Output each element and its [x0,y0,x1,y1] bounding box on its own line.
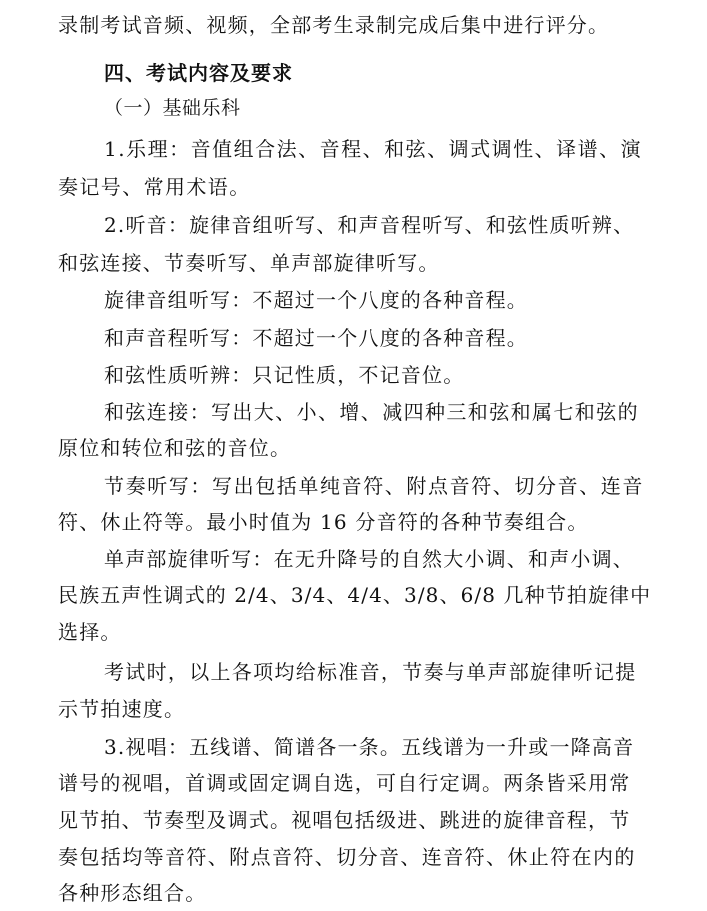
paragraph-line: 和声音程听写：不超过一个八度的各种音程。 [104,326,528,350]
paragraph-line: 示节拍速度。 [58,697,186,721]
paragraph-line: 奏包括均等音符、附点音符、切分音、连音符、休止符在内的 [58,845,636,869]
paragraph-line: 节奏听写：写出包括单纯音符、附点音符、切分音、连音 [104,474,644,498]
paragraph-line: 符、休止符等。最小时值为 16 分音符的各种节奏组合。 [58,510,589,534]
paragraph-line: 和弦性质听辨：只记性质，不记音位。 [104,363,465,387]
paragraph-line: 各种形态组合。 [58,881,207,905]
section-heading: 四、考试内容及要求 [104,61,293,85]
paragraph-line: 和弦连接、节奏听写、单声部旋律听写。 [58,251,440,275]
paragraph-line: 旋律音组听写：不超过一个八度的各种音程。 [104,288,528,312]
paragraph-line: 1.乐理：音值组合法、音程、和弦、调式调性、译谱、演 [104,137,643,161]
paragraph-line: 和弦连接：写出大、小、增、减四种三和弦和属七和弦的 [104,400,639,424]
paragraph-line: 原位和转位和弦的音位。 [58,436,292,460]
paragraph-line: 单声部旋律听写：在无升降号的自然大小调、和声小调、 [104,547,634,571]
paragraph-line: 选择。 [58,620,122,644]
paragraph-line: 2.听音：旋律音组听写、和声音程听写、和弦性质听辨、 [104,213,635,237]
paragraph-line: 见节拍、节奏型及调式。视唱包括级进、跳进的旋律音程，节 [58,808,631,832]
paragraph-line: 3.视唱：五线谱、简谱各一条。五线谱为一升或一降高音 [104,735,635,759]
paragraph-line: 考试时，以上各项均给标准音，节奏与单声部旋律听记提 [104,660,637,684]
paragraph-line: 谱号的视唱，首调或固定调自选，可自行定调。两条皆采用常 [58,771,631,795]
paragraph-line: 录制考试音频、视频，全部考生录制完成后集中进行评分。 [58,13,610,37]
subsection-heading: （一）基础乐科 [104,97,241,119]
paragraph-line: 奏记号、常用术语。 [58,175,251,199]
paragraph-line: 民族五声性调式的 2/4、3/4、4/4、3/8、6/8 几种节拍旋律中 [58,583,652,607]
